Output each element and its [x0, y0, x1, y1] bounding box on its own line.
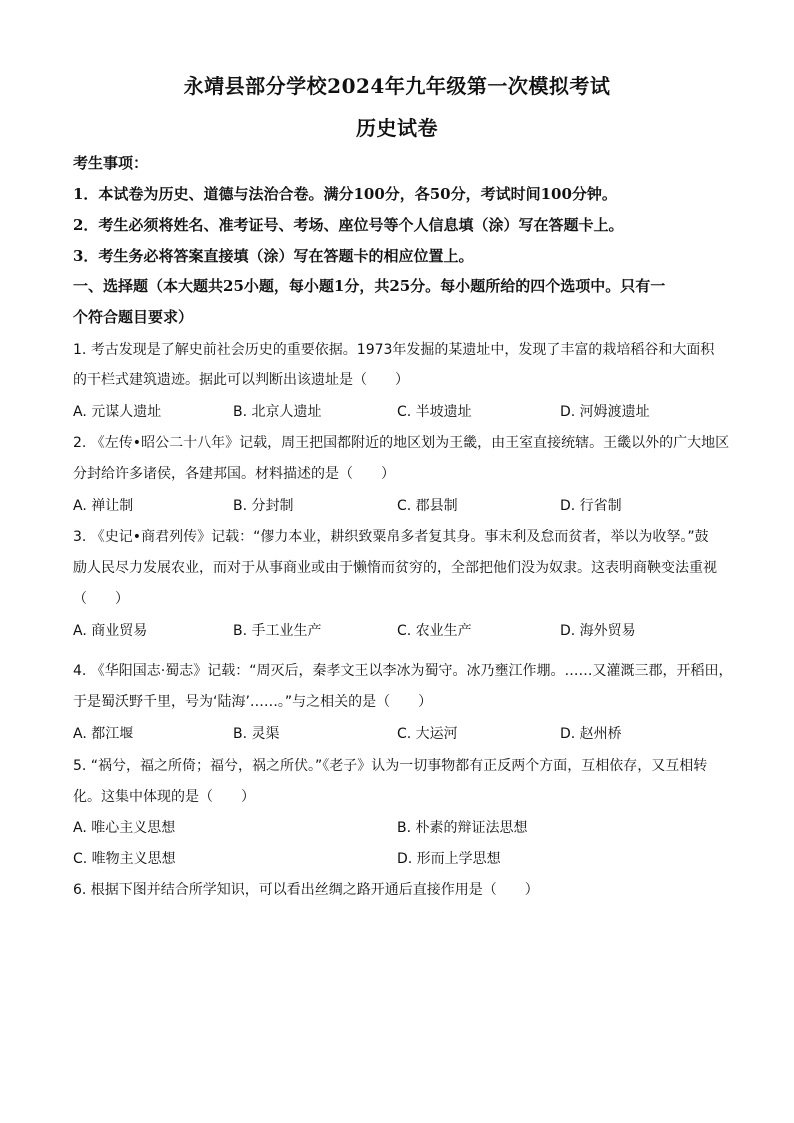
question-1-line-2: 的干栏式建筑遗迹。据此可以判断出该遗址是（ ）: [73, 372, 409, 388]
exam-subtitle: 历史试卷: [356, 116, 438, 140]
question-2-option-a: A. 禅让制: [73, 498, 134, 514]
question-1-line-1: 1. 考古发现是了解史前社会历史的重要依据。1973年发掘的某遗址中，发现了丰富的栽培稻谷和大面积: [73, 342, 715, 358]
exam-title: 永靖县部分学校2024年九年级第一次模拟考试: [183, 74, 611, 98]
question-5-line-1: 5. “祸兮，福之所倚；福兮，祸之所伏。”《老子》认为一切事物都有正反两个方面，互相依存，又互相转: [73, 758, 708, 774]
question-5-option-c: C. 唯物主义思想: [73, 851, 176, 867]
question-5-line-2: 化。这集中体现的是（ ）: [73, 789, 255, 805]
question-1-option-b: B. 北京人遗址: [233, 404, 322, 420]
question-1-option-a: A. 元谋人遗址: [73, 404, 162, 420]
question-2-option-d: D. 行省制: [560, 498, 622, 514]
notice-item-1: 1．本试卷为历史、道德与法治合卷。满分100分，各50分，考试时间100分钟。: [73, 185, 617, 203]
section-heading-line-1: 一、选择题（本大题共25小题，每小题1分，共25分。每小题所给的四个选项中。只有一: [73, 277, 666, 295]
question-2-option-b: B. 分封制: [233, 498, 294, 514]
question-4-option-a: A. 都江堰: [73, 726, 134, 742]
question-1-option-c: C. 半坡遗址: [397, 404, 472, 420]
question-2-option-c: C. 郡县制: [397, 498, 458, 514]
question-4-option-c: C. 大运河: [397, 726, 458, 742]
question-5-option-b: B. 朴素的辩证法思想: [397, 820, 528, 836]
question-3-line-2: 励人民尽力发展农业，而对于从事商业或由于懒惰而贫穷的，全部把他们没为奴隶。这表明商鞅变法重视: [73, 560, 717, 576]
question-3-line-1: 3. 《史记•商君列传》记载：“僇力本业，耕织致粟帛多者复其身。事末利及怠而贫者，举以为收孥。”鼓: [73, 529, 709, 545]
question-4-line-1: 4. 《华阳国志·蜀志》记载：“周灭后，秦孝文王以李冰为蜀守。冰乃壅江作堋。……又灌溉三郡，开稻田，: [73, 663, 733, 679]
section-heading-line-2: 个符合题目要求）: [73, 308, 194, 326]
question-4-option-d: D. 赵州桥: [560, 726, 622, 742]
question-2-line-2: 分封给许多诸侯，各建邦国。材料描述的是（ ）: [73, 466, 395, 482]
question-6-line-1: 6. 根据下图并结合所学知识，可以看出丝绸之路开通后直接作用是（ ）: [73, 882, 539, 898]
question-3-option-b: B. 手工业生产: [233, 623, 322, 639]
question-4-option-b: B. 灵渠: [233, 726, 280, 742]
question-3-line-3: （ ）: [73, 591, 129, 607]
question-2-line-1: 2. 《左传•昭公二十八年》记载，周王把国都附近的地区划为王畿，由王室直接统辖。王畿以外的广大地区: [73, 435, 730, 451]
notice-item-3: 3．考生务必将答案直接填（涂）写在答题卡的相应位置上。: [73, 247, 474, 265]
question-5-option-a: A. 唯心主义思想: [73, 820, 176, 836]
question-1-option-d: D. 河姆渡遗址: [560, 404, 650, 420]
question-5-option-d: D. 形而上学思想: [397, 851, 501, 867]
question-3-option-d: D. 海外贸易: [560, 623, 636, 639]
question-4-line-2: 于是蜀沃野千里，号为‘陆海’……。”与之相关的是（ ）: [73, 694, 433, 710]
notice-item-2: 2．考生必须将姓名、准考证号、考场、座位号等个人信息填（涂）写在答题卡上。: [73, 216, 624, 234]
question-3-option-a: A. 商业贸易: [73, 623, 148, 639]
notice-heading: 考生事项：: [73, 154, 149, 172]
question-3-option-c: C. 农业生产: [397, 623, 472, 639]
